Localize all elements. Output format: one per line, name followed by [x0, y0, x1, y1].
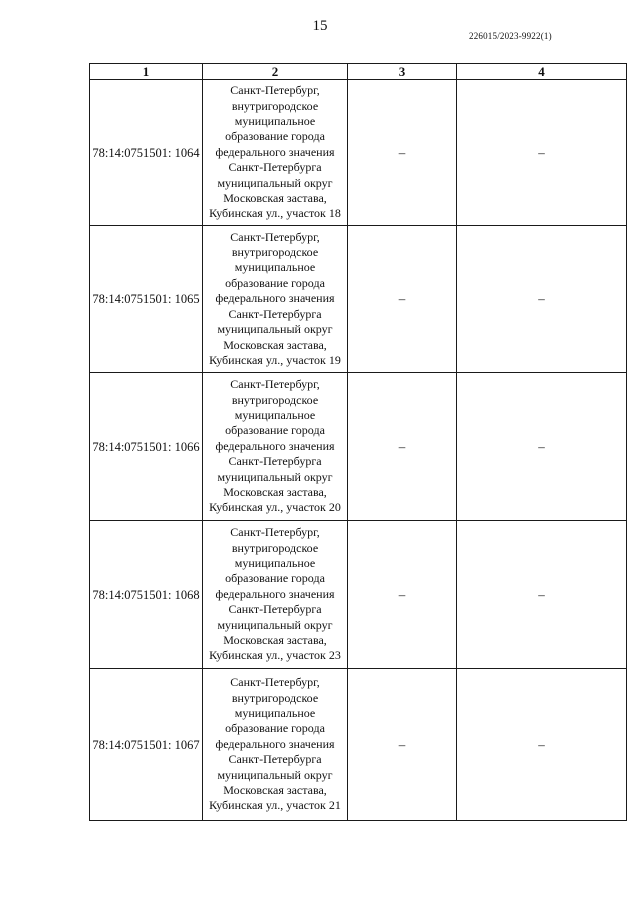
table-border-right	[626, 63, 627, 821]
column-4-value: –	[538, 736, 545, 752]
column-4-value: –	[538, 144, 545, 160]
page-number: 15	[312, 18, 328, 34]
column-4-value: –	[538, 586, 545, 602]
cadastral-number: 78:14:0751501: 1066	[92, 439, 200, 454]
column-4-value: –	[538, 291, 545, 306]
plot-address: Санкт-Петербург, внутригородское муниципальное образование города федерального значения Санкт-Петербурга муниципальный округ Московская застава, Кубинская ул., участок 21	[209, 675, 341, 813]
column-3-value: –	[398, 438, 406, 454]
column-3-value: –	[398, 586, 406, 602]
cadastral-number: 78:14:0751501: 1068	[92, 587, 200, 602]
cadastral-number: 78:14:0751501: 1065	[92, 292, 200, 306]
land-plots-table	[89, 63, 627, 821]
column-3-value: –	[398, 144, 406, 160]
document-reference: 226015/2023-9922(1)	[469, 31, 552, 41]
column-3-value: –	[398, 291, 406, 306]
plot-address: Санкт-Петербург, внутригородское муниципальное образование города федерального значения Санкт-Петербурга муниципальный округ Московская застава, Кубинская ул., участок 18	[209, 83, 341, 221]
plot-address: Санкт-Петербург, внутригородское муниципальное образование города федерального значения Санкт-Петербурга муниципальный округ Московская застава, Кубинская ул., участок 23	[209, 525, 341, 663]
column-header-3: 3	[398, 63, 406, 79]
plot-address: Санкт-Петербург, внутригородское муниципальное образование города федерального значения Санкт-Петербурга муниципальный округ Московская застава, Кубинская ул., участок 20	[209, 377, 341, 515]
column-4-value: –	[538, 438, 545, 454]
column-header-1: 1	[142, 63, 150, 79]
column-header-2: 2	[271, 63, 279, 79]
column-3-value: –	[398, 736, 406, 752]
column-header-4: 4	[538, 63, 545, 79]
cadastral-number: 78:14:0751501: 1067	[92, 737, 200, 752]
table-border-bottom	[89, 820, 627, 821]
plot-address: Санкт-Петербург, внутригородское муниципальное образование города федерального значения Санкт-Петербурга муниципальный округ Московская застава, Кубинская ул., участок 19	[209, 229, 341, 367]
cadastral-number: 78:14:0751501: 1064	[92, 145, 200, 160]
